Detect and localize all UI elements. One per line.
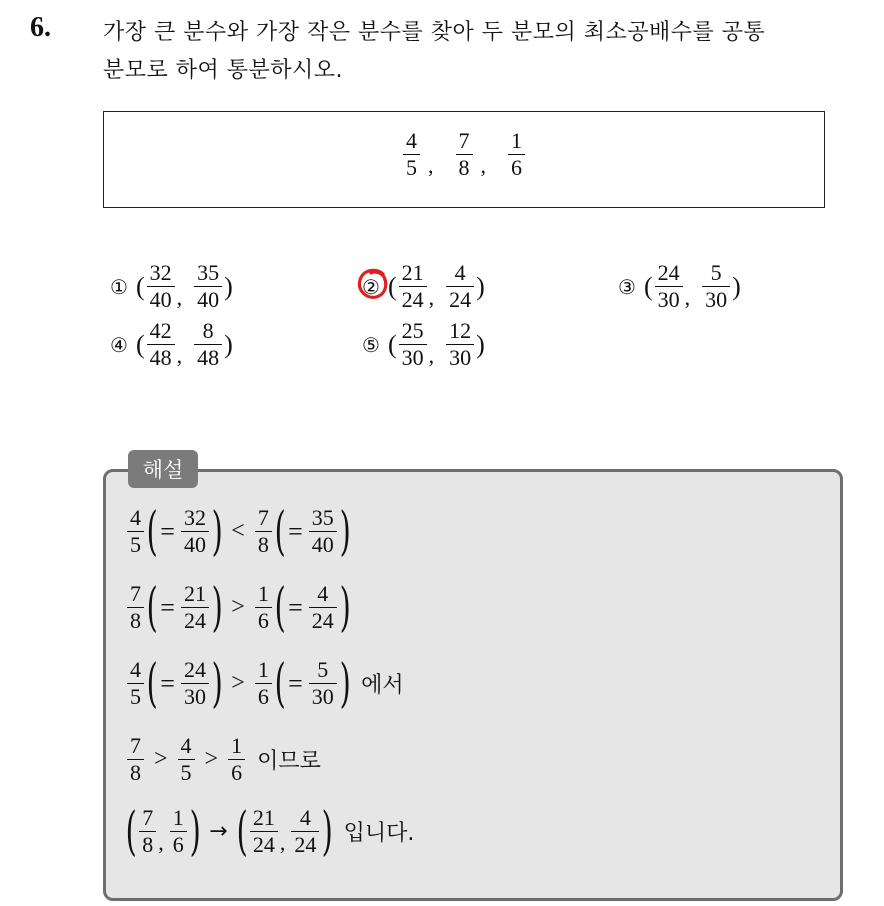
choice-fraction: $\frac{21}{24}$ xyxy=(399,260,427,313)
given-fractions-row xyxy=(104,128,824,181)
choice-fraction: $\frac{5}{30}$ xyxy=(702,260,730,313)
question-text-line-2: 분모로 하여 통분하시오. xyxy=(103,58,344,83)
suffix-text: 에서 xyxy=(361,673,404,698)
choice-marker: ③ xyxy=(618,274,636,299)
choice-1[interactable]: ① ( $\frac{32}{40}$ , $\frac{35}{40}$ ) xyxy=(110,260,233,312)
explanation-label: 해설 xyxy=(128,450,198,488)
choice-fraction: $\frac{8}{48}$ xyxy=(194,318,222,371)
choice-fraction: $\frac{42}{48}$ xyxy=(147,318,175,371)
choice-fraction: $\frac{25}{30}$ xyxy=(399,318,427,371)
suffix-text: 이므로 xyxy=(257,749,321,774)
explanation-line-4: $\frac{7}{8}$ > $\frac{4}{5}$ > $\frac{1}{6}$ 이므로 xyxy=(125,733,321,786)
question-number: 6. xyxy=(30,12,51,43)
choice-fraction: $\frac{32}{40}$ xyxy=(147,260,175,313)
explanation-line-5: ( $\frac{7}{8}$ , $\frac{1}{6}$ ) → ( $\frac{21}{24}$ , $\frac{4}{24}$ ) 입니다. xyxy=(125,801,415,862)
suffix-text: 입니다. xyxy=(343,821,415,846)
choice-3[interactable]: ③ ( $\frac{24}{30}$ , $\frac{5}{30}$ ) xyxy=(618,260,741,312)
comma: , xyxy=(480,152,486,178)
given-fraction: $\frac{7}{8}$ xyxy=(456,128,473,181)
choice-4[interactable]: ④ ( $\frac{42}{48}$ , $\frac{8}{48}$ ) xyxy=(110,318,233,370)
choice-fraction: $\frac{4}{24}$ xyxy=(446,260,474,313)
choice-marker: ① xyxy=(110,274,128,299)
choice-fraction: $\frac{24}{30}$ xyxy=(655,260,683,313)
choice-marker: ⑤ xyxy=(362,332,380,357)
choice-fraction: $\frac{12}{30}$ xyxy=(446,318,474,371)
choice-fraction: $\frac{35}{40}$ xyxy=(194,260,222,313)
question-text xyxy=(103,14,863,90)
choice-5[interactable]: ⑤ ( $\frac{25}{30}$ , $\frac{12}{30}$ ) xyxy=(362,318,485,370)
choice-marker: ④ xyxy=(110,332,128,357)
question-text-line-1: 가장 큰 분수와 가장 작은 분수를 찾아 두 분모의 최소공배수를 공통 xyxy=(103,20,766,45)
explanation-line-2: $\frac{7}{8}$ ( = $\frac{21}{24}$ ) > $\frac{1}{6}$ ( = $\frac{4}{24}$ ) xyxy=(125,581,351,634)
given-fraction: $\frac{4}{5}$ xyxy=(403,128,420,181)
given-fractions-box xyxy=(103,111,825,208)
choice-2[interactable]: ② ( $\frac{21}{24}$ , $\frac{4}{24}$ ) xyxy=(362,260,485,313)
given-fraction: $\frac{1}{6}$ xyxy=(508,128,525,181)
explanation-line-3: $\frac{4}{5}$ ( = $\frac{24}{30}$ ) > $\frac{1}{6}$ ( = $\frac{5}{30}$ ) 에서 xyxy=(125,657,404,710)
explanation-line-1: $\frac{4}{5}$ ( = $\frac{32}{40}$ ) < $\frac{7}{8}$ ( = $\frac{35}{40}$ ) xyxy=(125,505,351,558)
arrow-icon: → xyxy=(209,819,228,844)
choice-marker: ② xyxy=(362,275,380,299)
comma: , xyxy=(428,152,434,178)
answer-circle-mark xyxy=(355,266,391,302)
